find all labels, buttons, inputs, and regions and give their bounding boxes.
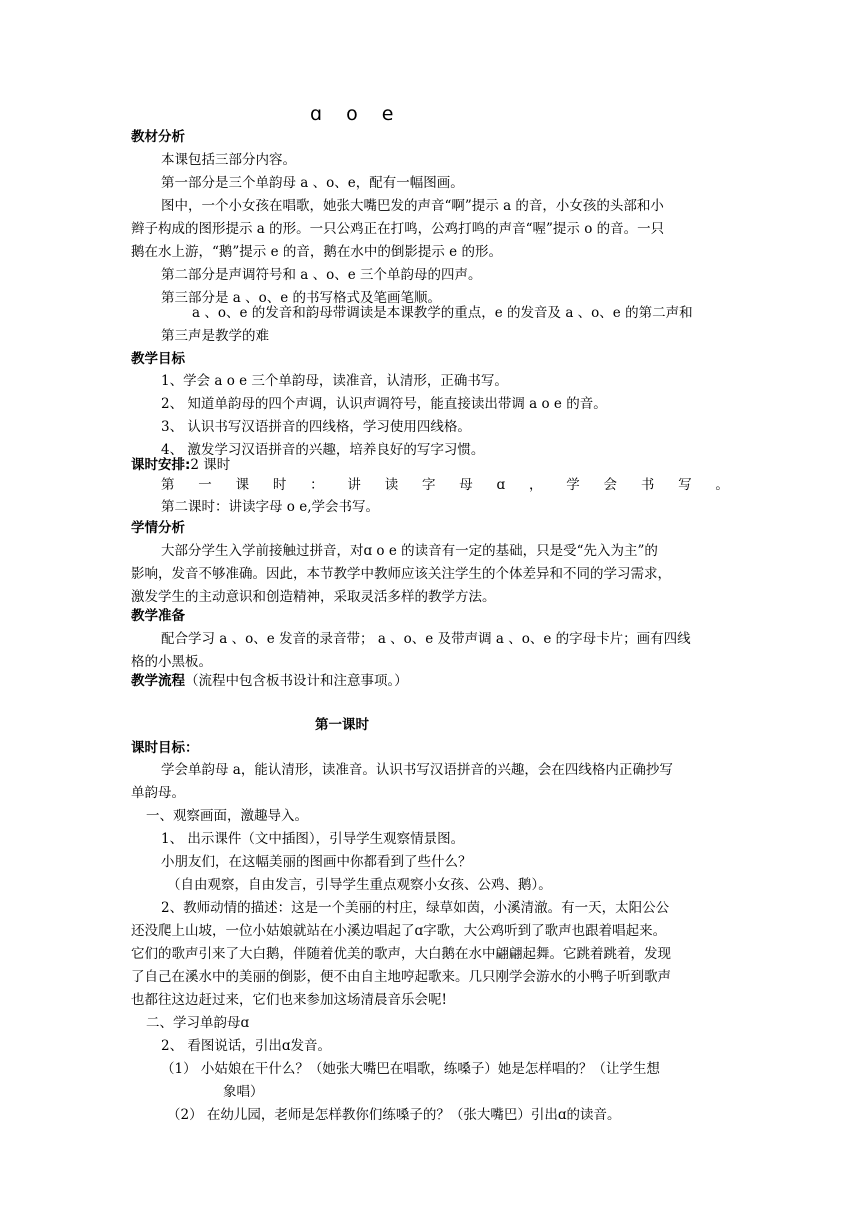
goal-line: 1、学会 a o e 三个单韵母，读准音，认清形，正确书写。 <box>161 373 508 389</box>
part-2-line: 象唱） <box>223 1084 264 1100</box>
analysis-line: 辫子构成的图形提示 a 的形。一只公鸡正在打鸣，公鸡打鸣的声音“喔”提示 o 的音。一只 <box>131 221 665 237</box>
heading-schedule: 课时安排: <box>131 457 191 473</box>
schedule-line-2: 第二课时：讲读字母 o e,学会书写。 <box>161 499 379 515</box>
schedule-char: 讲 <box>347 477 361 493</box>
part-1-line: 还没爬上山坡，一位小姑娘就站在小溪边唱起了ɑ字歌，大公鸡听到了歌声也跟着唱起来。 <box>131 923 667 939</box>
schedule-char: 母 <box>459 477 473 493</box>
analysis-line: 第三部分是 a 、o、e 的书写格式及笔画笔顺。 <box>161 290 442 306</box>
learners-line: 激发学生的主动意识和创造精神，采取灵活多样的教学方法。 <box>131 589 496 605</box>
lesson-title: ɑ o e <box>310 103 396 125</box>
prep-line: 格的小黑板。 <box>131 654 212 670</box>
part-1-line: 也都往这边赶过来，它们也来参加这场清晨音乐会呢! <box>131 992 447 1008</box>
heading-learners: 学情分析 <box>131 520 185 536</box>
schedule-char: 写 <box>678 477 692 493</box>
schedule-char: 第 <box>161 477 175 493</box>
lesson1-goal-line: 单韵母。 <box>131 785 185 801</box>
schedule-char: 读 <box>384 477 399 493</box>
part-2-heading: 二、学习单韵母ɑ <box>146 1015 250 1031</box>
goal-line: 4、 激发学习汉语拼音的兴趣，培养良好的写字习惯。 <box>161 442 485 458</box>
analysis-line: 本课包括三部分内容。 <box>161 152 296 168</box>
schedule-row <box>131 455 230 475</box>
analysis-line: 第一部分是三个单韵母 a 、o、e，配有一幅图画。 <box>161 175 464 191</box>
part-1-line: 2、教师动情的描述：这是一个美丽的村庄，绿草如茵，小溪清澈。有一天，太阳公公 <box>161 900 670 916</box>
part-2-line: 2、 看图说话，引出ɑ发音。 <box>161 1038 332 1054</box>
learners-line: 影响，发音不够准确。因此，本节教学中教师应该关注学生的个体差异和不同的学习需求， <box>131 566 671 582</box>
learners-line: 大部分学生入学前接触过拼音，对ɑ o e 的读音有一定的基础，只是受“先入为主”的 <box>161 543 658 559</box>
part-1-line: （自由观察，自由发言，引导学生重点观察小女孩、公鸡、鹅）。 <box>167 877 552 893</box>
analysis-line: 第三声是教学的难 <box>161 328 269 344</box>
part-1-line: 它们的歌声引来了大白鹅，伴随着优美的歌声，大白鹅在水中翩翩起舞。它跳着跳着，发现 <box>131 946 671 962</box>
part-2-line: （1） 小姑娘在干什么？（她张大嘴巴在唱歌，练嗓子）她是怎样唱的？（让学生想 <box>161 1061 660 1077</box>
heading-goals: 教学目标 <box>131 351 185 367</box>
heading-flow: 教学流程 <box>131 673 185 689</box>
schedule-char: 课 <box>235 477 250 493</box>
part-2-line: （2） 在幼儿园，老师是怎样教你们练嗓子的？（张大嘴巴）引出ɑ的读音。 <box>167 1107 621 1123</box>
part-1-line: 1、 出示课件（文中插图），引导学生观察情景图。 <box>161 831 465 847</box>
goal-line: 2、 知道单韵母的四个声调，认识声调符号，能直接读出带调 a o e 的音。 <box>161 396 607 412</box>
schedule-char: ɑ <box>496 477 506 493</box>
heading-analysis: 教材分析 <box>131 129 185 145</box>
lesson1-goal-line: 学会单韵母 a，能认清形，读准音。认识书写汉语拼音的兴趣，会在四线格内正确抄写 <box>161 762 673 778</box>
schedule-char: 一 <box>198 477 212 493</box>
schedule-char: 学 <box>566 477 580 493</box>
goal-line: 3、 认识书写汉语拼音的四线格，学习使用四线格。 <box>161 419 471 435</box>
schedule-char: ： <box>310 477 324 493</box>
schedule-line-1 <box>161 475 729 495</box>
analysis-line: 鹅在水上游，“鹅”提示 e 的音，鹅在水中的倒影提示 e 的形。 <box>131 244 502 260</box>
heading-prep: 教学准备 <box>131 608 185 624</box>
part-1-line: 了自己在溪水中的美丽的倒影，便不由自主地哼起歌来。几只刚学会游水的小鸭子听到歌声 <box>131 969 671 985</box>
analysis-line: 第二部分是声调符号和 a 、o、e 三个单韵母的四声。 <box>161 267 482 283</box>
prep-line: 配合学习 a 、o、e 发音的录音带； a 、o、e 及带声调 a 、o、e 的字母卡片；画有四线 <box>161 631 691 647</box>
schedule-value: 2 课时 <box>190 457 231 473</box>
analysis-line: 图中，一个小女孩在唱歌，她张大嘴巴发的声音“啊”提示 a 的音，小女孩的头部和小 <box>161 198 664 214</box>
part-1-heading: 一、观察画面，激趣导入。 <box>146 808 308 824</box>
flow-row <box>131 671 408 691</box>
schedule-char: 会 <box>603 477 618 493</box>
schedule-char: 字 <box>421 477 436 493</box>
schedule-char: 。 <box>715 477 729 493</box>
flow-note: （流程中包含板书设计和注意事项。） <box>185 673 408 689</box>
heading-lesson1: 第一课时 <box>315 717 369 733</box>
schedule-char: 时 <box>272 477 287 493</box>
schedule-char: ， <box>528 477 543 493</box>
part-1-line: 小朋友们，在这幅美丽的图画中你都看到了些什么？ <box>161 854 472 870</box>
schedule-char: 书 <box>640 477 655 493</box>
analysis-line: a 、o、e 的发音和韵母带调读是本课教学的重点，e 的发音及 a 、o、e 的第二声和 <box>192 305 693 321</box>
heading-lesson1-goal: 课时目标： <box>131 740 199 756</box>
